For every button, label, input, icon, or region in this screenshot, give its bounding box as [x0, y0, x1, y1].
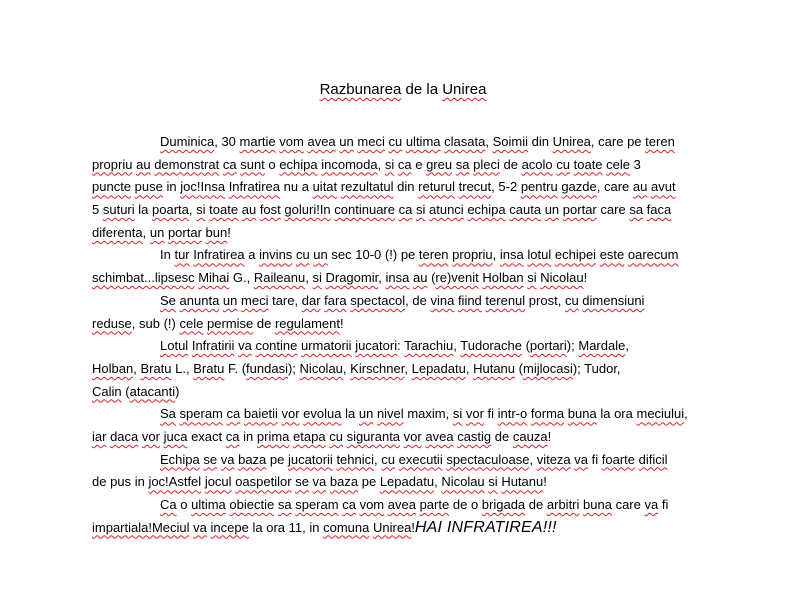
spellcheck-underline: vom [359, 497, 385, 512]
spellcheck-underline: fara [324, 292, 347, 308]
spellcheck-underline: echipa [279, 156, 318, 172]
spellcheck-underline: meciului [636, 406, 685, 422]
spellcheck-underline: si [312, 270, 322, 286]
text-line [92, 176, 732, 199]
spellcheck-underline: si [415, 202, 426, 218]
spellcheck-underline: Se [160, 292, 176, 308]
spellcheck-underline: obiectie [229, 497, 275, 512]
spellcheck-underline: juca [163, 428, 188, 444]
spellcheck-underline: Raileanu [253, 270, 306, 286]
spellcheck-underline: portar [562, 202, 597, 218]
spellcheck-underline: echipa [467, 202, 506, 218]
spellcheck-underline: au [241, 202, 257, 218]
spellcheck-underline: ultima [191, 497, 226, 512]
spellcheck-underline: este [599, 247, 625, 263]
spellcheck-underline: acolo [521, 156, 553, 172]
spellcheck-underline: Nicolau [540, 270, 584, 286]
spellcheck-underline: foarte [601, 451, 636, 467]
spellcheck-underline: avea [387, 497, 416, 512]
line-text: Calin (atacanti) [92, 383, 180, 399]
text-line [92, 267, 732, 290]
spellcheck-underline: terenul [485, 292, 526, 308]
spellcheck-underline: cele [606, 156, 631, 172]
line-text: de pus in joc!Astfel jocul oaspetilor se va baza pe Lepadatu, Nicolau si Hutanu! [92, 474, 547, 490]
spellcheck-underline: iar [92, 428, 107, 444]
spellcheck-underline: Bratu [193, 360, 225, 376]
spellcheck-underline: speram [295, 497, 339, 512]
spellcheck-underline: insa [385, 270, 410, 286]
spellcheck-underline: arbitri [546, 497, 580, 512]
spellcheck-underline: Bratu [140, 360, 172, 376]
spellcheck-underline: au [412, 270, 428, 286]
spellcheck-underline: Nicolau [441, 474, 485, 490]
text-line [92, 313, 732, 336]
spellcheck-underline: vor [281, 406, 300, 422]
line-text: Ca o ultima obiectie sa speram ca vom avea parte de o brigada de arbitri buna care va fi [160, 497, 669, 512]
spellcheck-underline: buna [567, 406, 597, 422]
spellcheck-underline: vina [430, 292, 455, 308]
spellcheck-underline: Infratirea [193, 247, 245, 263]
text-line [92, 403, 732, 426]
spellcheck-underline: Calin [92, 383, 122, 399]
spellcheck-underline: schimbat...lipsesc [92, 270, 195, 286]
spellcheck-underline: sa [277, 497, 292, 512]
spellcheck-underline: un [149, 224, 165, 240]
spellcheck-underline: cu [388, 134, 403, 149]
spellcheck-underline: cu [381, 451, 395, 467]
spellcheck-underline: permise [206, 315, 254, 331]
spellcheck-underline: parte [419, 497, 450, 512]
spellcheck-underline: Infratirea [228, 179, 280, 195]
spellcheck-underline: avea [425, 428, 454, 444]
paragraph-expectations [92, 403, 732, 448]
text-line [92, 494, 732, 517]
spellcheck-underline: Mihai [198, 270, 230, 286]
spellcheck-underline: tur [174, 247, 190, 263]
spellcheck-underline: joc!Astfel [148, 474, 202, 490]
spellcheck-underline: si [452, 406, 463, 422]
paragraph-pitch-conditions [92, 290, 732, 335]
spellcheck-underline: oarecum [627, 247, 679, 263]
spellcheck-underline: avea [307, 134, 336, 149]
spellcheck-underline: se [203, 451, 218, 467]
spellcheck-underline: cele [179, 315, 204, 331]
spellcheck-underline: urmatorii [300, 338, 352, 354]
spellcheck-underline: ca [397, 156, 412, 172]
text-line [92, 199, 732, 222]
spellcheck-underline: si [527, 270, 537, 286]
spellcheck-underline: dimensiuni [582, 292, 645, 308]
spellcheck-underline: au [632, 179, 648, 195]
spellcheck-underline: atacanti [129, 383, 176, 399]
text-line [92, 335, 732, 358]
spellcheck-underline: baza [329, 474, 359, 490]
spellcheck-underline: pleci [473, 156, 500, 172]
spellcheck-underline: un [358, 406, 374, 422]
spellcheck-underline: puncte [92, 179, 132, 195]
spellcheck-underline: re)venit [435, 270, 479, 286]
spellcheck-underline: Hutanu [473, 360, 516, 376]
spellcheck-underline: spectacol [350, 292, 406, 308]
spellcheck-underline: daca [110, 428, 139, 444]
spellcheck-underline: brigada [481, 497, 526, 512]
spellcheck-underline: Holban [482, 270, 524, 286]
spellcheck-underline: ca [342, 497, 356, 512]
text-line [92, 131, 732, 154]
line-text: schimbat...lipsesc Mihai G., Raileanu, si Dragomir, insa au (re)venit Holban si Nicolau! [92, 270, 588, 286]
spellcheck-underline: spectaculoase [446, 451, 530, 467]
text-line [92, 517, 732, 540]
text-line [92, 426, 732, 449]
spellcheck-underline: gazde [561, 179, 597, 195]
spellcheck-underline: tehnici [336, 451, 375, 467]
spellcheck-underline: vom [279, 134, 304, 149]
text-line [92, 358, 732, 381]
spellcheck-underline: dar [301, 292, 321, 308]
spellcheck-underline: poarta [152, 202, 189, 218]
line-text: propriu au demonstrat ca sunt o echipa incomoda, si ca e greu sa pleci de acolo cu toate cele 3 [92, 156, 641, 172]
spellcheck-underline: contine [255, 338, 298, 354]
line-text: Echipa se va baza pe jucatorii tehnici, cu executii spectaculoase, viteza va fi foarte dificil [160, 451, 668, 467]
line-text: Sa speram ca baietii vor evolua la un nivel maxim, si vor fi intr-o forma buna la ora meciului, [160, 406, 688, 422]
spellcheck-underline: cauza [512, 428, 548, 444]
spellcheck-underline: portari [529, 338, 567, 354]
spellcheck-underline: continuare [334, 202, 395, 218]
spellcheck-underline: toate [573, 156, 603, 172]
spellcheck-underline: anunta [179, 292, 220, 308]
spellcheck-underline: rezultatul [340, 179, 394, 195]
spellcheck-underline: Echipa [160, 451, 200, 467]
spellcheck-underline: meci [357, 134, 385, 149]
spellcheck-underline: uitat [312, 179, 338, 195]
spellcheck-underline: Dragomir [325, 270, 379, 286]
spellcheck-underline: pentru [520, 179, 558, 195]
spellcheck-underline: cu [295, 247, 310, 263]
spellcheck-underline: fundasi [246, 360, 288, 376]
spellcheck-underline: Lotul [160, 338, 189, 354]
spellcheck-underline: meci [241, 292, 269, 308]
paragraph-squad-list [92, 335, 732, 403]
line-text: Duminica, 30 martie vom avea un meci cu ultima clasata, Soimii din Unirea, care pe teren [160, 134, 675, 149]
line-text: Lotul Infratirii va contine urmatorii jucatori: Tarachiu, Tudorache (portari); Mardale, [160, 338, 629, 354]
spellcheck-underline: siguranta [346, 428, 401, 444]
spellcheck-underline: Duminica [160, 134, 215, 149]
line-text: impartiala!Meciul va incepe la ora 11, in comuna Unirea! [92, 519, 415, 535]
spellcheck-underline: sunt [240, 156, 265, 172]
spellcheck-underline: evolua [303, 406, 342, 422]
spellcheck-underline: diferenta [92, 224, 143, 240]
spellcheck-underline: echipei [554, 247, 597, 263]
spellcheck-underline: etapa [293, 428, 326, 444]
spellcheck-underline: Ca [160, 497, 177, 512]
spellcheck-underline: au [136, 156, 151, 172]
spellcheck-underline: martie [239, 134, 276, 149]
spellcheck-underline: faca [646, 202, 672, 218]
spellcheck-underline: baietii [243, 406, 278, 422]
spellcheck-underline: Tarachiu [404, 338, 454, 354]
spellcheck-underline: viteza [536, 451, 571, 467]
spellcheck-underline: Tudorache [460, 338, 522, 354]
spellcheck-underline: Sa [160, 406, 176, 422]
spellcheck-underline: impartiala!Meciul [92, 519, 190, 535]
spellcheck-underline: ca [226, 406, 241, 422]
spellcheck-underline: lotul [527, 247, 552, 263]
spellcheck-underline: se [295, 474, 309, 490]
spellcheck-underline: jocul [204, 474, 232, 490]
line-text: puncte puse in joc!Insa Infratirea nu a uitat rezultatul din returul trecut, 5-2 pentru gazde, care au avut [92, 179, 676, 195]
spellcheck-underline: regulament [274, 315, 340, 331]
spellcheck-underline: suturi [102, 202, 135, 218]
spellcheck-underline: forma [530, 406, 565, 422]
spellcheck-underline: ca [225, 428, 240, 444]
paragraph-referee-and-kickoff [92, 494, 732, 539]
spellcheck-underline: speram [179, 406, 223, 422]
spellcheck-underline: sa [455, 156, 470, 172]
spellcheck-underline: Hutanu [501, 474, 544, 490]
spellcheck-underline: ca [222, 156, 237, 172]
spellcheck-underline: baza [238, 451, 267, 467]
spellcheck-underline: Lepadatu [411, 360, 466, 376]
spellcheck-underline: va [220, 451, 235, 467]
spellcheck-underline: un [544, 202, 560, 218]
line-text: Se anunta un meci tare, dar fara spectacol, de vina fiind terenul prost, cu dimensiuni [160, 292, 645, 308]
spellcheck-underline: un [339, 134, 354, 149]
spellcheck-underline: cu [564, 292, 579, 308]
text-line [92, 244, 732, 267]
spellcheck-underline: vor [141, 428, 160, 444]
spellcheck-underline: Holban [92, 360, 134, 376]
spellcheck-underline: oaspetilor [235, 474, 292, 490]
spellcheck-underline: teren [418, 247, 449, 263]
spellcheck-underline: Unirea [373, 519, 412, 535]
spellcheck-underline: va [193, 519, 207, 535]
spellcheck-underline: teren [645, 134, 675, 149]
spellcheck-underline: returul [418, 179, 455, 195]
spellcheck-underline: si [384, 156, 395, 172]
spellcheck-underline: sa [629, 202, 644, 218]
spellcheck-underline: incomoda [321, 156, 378, 172]
spellcheck-underline: cu [556, 156, 570, 172]
spellcheck-underline: propriu [452, 247, 493, 263]
line-text: reduse, sub (!) cele permise de regulament! [92, 315, 344, 331]
spellcheck-underline: va [574, 451, 589, 467]
text-line [92, 222, 732, 245]
spellcheck-underline: fiind [457, 292, 482, 308]
text-line [92, 290, 732, 313]
document-title-text: Razbunarea de la Unirea [319, 81, 487, 98]
spellcheck-underline: cauta [509, 202, 542, 218]
spellcheck-underline: vor [403, 428, 422, 444]
spellcheck-underline: si [488, 474, 498, 490]
spellcheck-underline: portar [167, 224, 202, 240]
spellcheck-underline: cu [329, 428, 343, 444]
spellcheck-underline: jucatorii [288, 451, 333, 467]
line-text: diferenta, un portar bun! [92, 224, 231, 240]
spellcheck-underline: greu [426, 156, 453, 172]
document-body [92, 131, 732, 539]
spellcheck-underline: avut [651, 179, 676, 195]
spellcheck-underline: reduse [92, 315, 132, 331]
spellcheck-underline: buna [583, 497, 612, 512]
spellcheck-underline: insa [499, 247, 524, 263]
spellcheck-underline: demonstrat [154, 156, 220, 172]
spellcheck-underline: fost [259, 202, 281, 218]
spellcheck-underline: jucatori [355, 338, 398, 354]
closing-slogan: HAI INFRATIREA!!! [414, 518, 557, 536]
text-line [92, 381, 732, 404]
paragraph-match-announcement [92, 131, 732, 244]
spellcheck-underline: prima [256, 428, 290, 444]
spellcheck-underline: ultima [405, 134, 441, 149]
line-text: iar daca vor juca exact ca in prima etapa cu siguranta vor avea castig de cauza! [92, 428, 552, 444]
document-title [0, 80, 800, 100]
spellcheck-underline: ca [398, 202, 413, 218]
spellcheck-underline: joc!Insa [180, 179, 226, 195]
spellcheck-underline: puse [134, 179, 163, 195]
text-line [92, 471, 732, 494]
spellcheck-underline: toate [209, 202, 239, 218]
spellcheck-underline: Soimii [492, 134, 528, 149]
text-line [92, 449, 732, 472]
spellcheck-underline: Unirea [552, 134, 591, 149]
text-line [92, 154, 732, 177]
paragraph-tactics [92, 449, 732, 494]
spellcheck-underline: va [238, 338, 252, 354]
spellcheck-underline: si [196, 202, 206, 218]
spellcheck-underline: mijlocasi [522, 360, 573, 376]
spellcheck-underline: invins [259, 247, 293, 263]
spellcheck-underline: atunci [429, 202, 464, 218]
spellcheck-underline: trecut [458, 179, 492, 195]
line-text: 5 suturi la poarta, si toate au fost goluri!In continuare ca si atunci echipa cauta un portar care sa faca [92, 202, 672, 218]
spellcheck-underline: un [313, 247, 328, 263]
spellcheck-underline: castig [457, 428, 492, 444]
spellcheck-underline: nivel [376, 406, 404, 422]
spellcheck-underline: Infratirii [191, 338, 235, 354]
spellcheck-underline: comuna [323, 519, 370, 535]
spellcheck-underline: Kirschner [350, 360, 405, 376]
spellcheck-underline: bun [205, 224, 228, 240]
spellcheck-underline: Razbunarea [319, 81, 402, 98]
spellcheck-underline: va [312, 474, 327, 490]
spellcheck-underline: goluri!In [284, 202, 331, 218]
spellcheck-underline: Nicolau [299, 360, 343, 376]
spellcheck-underline: vor [465, 406, 484, 422]
spellcheck-underline: Lepadatu [379, 474, 435, 490]
spellcheck-underline: clasata [444, 134, 486, 149]
spellcheck-underline: dificil [638, 451, 668, 467]
spellcheck-underline: Unirea [442, 81, 487, 98]
spellcheck-underline: Mardale [578, 338, 626, 354]
spellcheck-underline: intr-o [497, 406, 528, 422]
spellcheck-underline: executii [398, 451, 443, 467]
line-text: In tur Infratirea a invins cu un sec 10-0 (!) pe teren propriu, insa lotul echipei este oarecum [160, 247, 679, 263]
paragraph-first-leg-result [92, 244, 732, 289]
line-text: Holban, Bratu L., Bratu F. (fundasi); Nicolau, Kirschner, Lepadatu, Hutanu (mijlocasi); Tudor, [92, 360, 621, 376]
spellcheck-underline: un [222, 292, 238, 308]
spellcheck-underline: incepe [210, 519, 249, 535]
spellcheck-underline: va [644, 497, 659, 512]
spellcheck-underline: propriu [92, 156, 133, 172]
